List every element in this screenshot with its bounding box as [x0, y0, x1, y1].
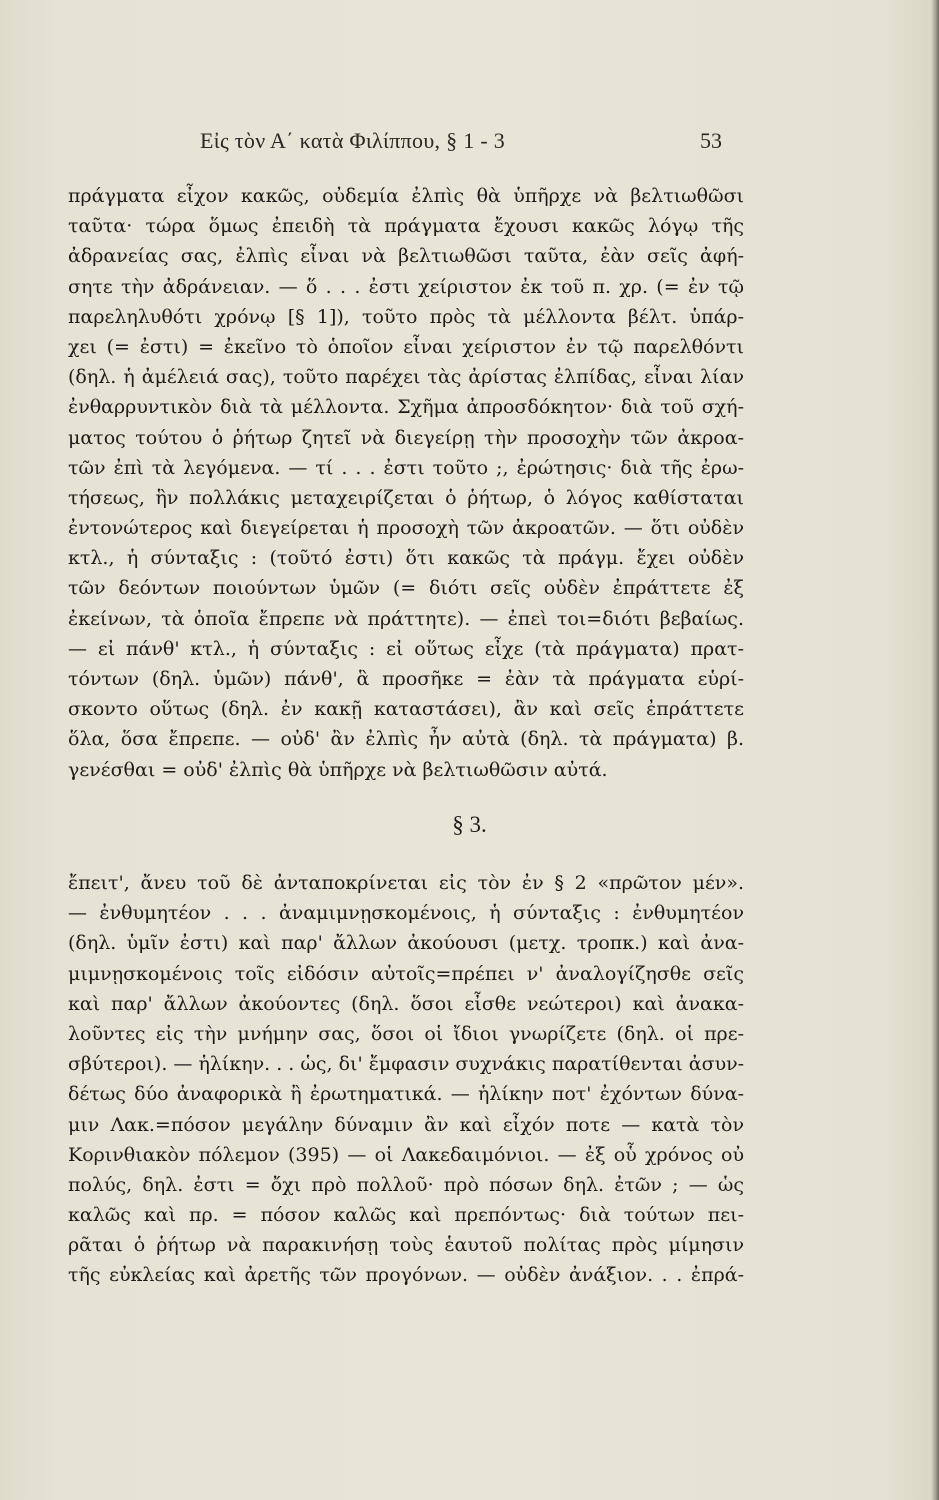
text-line: μιν Λακ.=πόσον μεγάλην δύναμιν ἂν καὶ εἶχόν ποτε — κατὰ τὸν — [68, 1113, 744, 1136]
text-line: — εἰ πάνθ' κτλ., ἡ σύνταξις : εἰ οὕτως εἶχε (τὰ πράγματα) πρατ- — [68, 637, 744, 660]
text-line: ἐκείνων, τὰ ὁποῖα ἔπρεπε νὰ πράττητε). — ἐπεὶ τοι=διότι βεβαίως. — [68, 607, 744, 630]
text-line: ὅλα, ὅσα ἔπρεπε. — οὐδ' ἂν ἐλπὶς ἦν αὐτὰ (δηλ. τὰ πράγματα) β. — [68, 728, 744, 751]
page-number: 53 — [700, 128, 722, 153]
section-heading: § 3. — [452, 812, 487, 837]
text-line: τήσεως, ἣν πολλάκις μεταχειρίζεται ὁ ῥήτωρ, ὁ λόγος καθίσταται — [68, 486, 744, 509]
text-line: ρᾶται ὁ ῥήτωρ νὰ παρακινήσῃ τοὺς ἑαυτοῦ πολίτας πρὸς μίμησιν — [68, 1234, 744, 1257]
text-line: λοῦντες εἰς τὴν μνήμην σας, ὅσοι οἱ ἴδιοι γνωρίζετε (δηλ. οἱ πρε- — [68, 1022, 744, 1045]
commentary-paragraph-2 — [68, 868, 744, 1291]
text-line: καὶ παρ' ἄλλων ἀκούοντες (δηλ. ὅσοι εἶσθε νεώτεροι) καὶ ἀνακα- — [68, 992, 744, 1015]
text-line: πράγματα εἶχον κακῶς, οὐδεμία ἐλπὶς θὰ ὑπῆρχε νὰ βελτιωθῶσι — [68, 185, 744, 207]
text-line: κτλ., ἡ σύνταξις : (τοῦτό ἐστι) ὅτι κακῶς τὰ πράγμ. ἔχει οὐδὲν — [68, 547, 744, 570]
running-title: Εἰς τὸν Α΄ κατὰ Φιλίππου, § 1 - 3 — [200, 128, 506, 153]
text-line: τῶν ἐπὶ τὰ λεγόμενα. — τί . . . ἐστι τοῦτο ;, ἐρώτησις· διὰ τῆς ἐρω- — [68, 456, 744, 479]
text-line: σητε τὴν ἀδράνειαν. — ὅ . . . ἐστι χείριστον ἐκ τοῦ π. χρ. (= ἐν τῷ — [68, 275, 744, 298]
text-line: ἔπειτ', ἄνευ τοῦ δὲ ἀνταποκρίνεται εἰς τὸν ἐν § 2 «πρῶτον μέν». — [68, 872, 744, 894]
text-line: πολύς, δηλ. ἐστι = ὄχι πρὸ πολλοῦ· πρὸ πόσων δηλ. ἐτῶν ; — ὡς — [68, 1173, 744, 1196]
text-line: δέτως δύο ἀναφορικὰ ἢ ἐρωτηματικά. — ἡλίκην ποτ' ἐχόντων δύνα- — [68, 1083, 744, 1106]
text-line: τῶν δεόντων ποιούντων ὑμῶν (= διότι σεῖς οὐδὲν ἐπράττετε ἐξ — [68, 577, 744, 600]
text-line: (δηλ. ὑμῖν ἐστι) καὶ παρ' ἄλλων ἀκούουσι (μετχ. τροπκ.) καὶ ἀνα- — [68, 932, 744, 955]
text-line: σβύτεροι). — ἡλίκην. . . ὡς, δι' ἔμφασιν συχνάκις παρατίθενται ἀσυν- — [68, 1053, 744, 1076]
page-edge-shadow — [931, 0, 939, 1500]
text-line: Κορινθιακὸν πόλεμον (395) — οἱ Λακεδαιμόνιοι. — ἐξ οὗ χρόνος οὐ — [68, 1143, 744, 1166]
text-line: καλῶς καὶ πρ. = πόσον καλῶς καὶ πρεπόντως· διὰ τούτων πει- — [68, 1204, 744, 1227]
text-line: τόντων (δηλ. ὑμῶν) πάνθ', ἃ προσῆκε = ἐὰν τὰ πράγματα εὑρί- — [68, 668, 744, 690]
text-line: ταῦτα· τώρα ὅμως ἐπειδὴ τὰ πράγματα ἔχουσι κακῶς λόγῳ τῆς — [68, 215, 744, 238]
text-line: γενέσθαι = οὐδ' ἐλπὶς θὰ ὑπῆρχε νὰ βελτιωθῶσιν αὐτά. — [68, 758, 608, 781]
text-line: παρεληλυθότι χρόνῳ [§ 1]), τοῦτο πρὸς τὰ μέλλοντα βέλτ. ὑπάρ- — [68, 305, 744, 328]
text-line: τῆς εὐκλείας καὶ ἀρετῆς τῶν προγόνων. — οὐδὲν ἀνάξιον. . . ἐπρά- — [68, 1264, 744, 1287]
text-line: — ἐνθυμητέον . . . ἀναμιμνῃσκομένοις, ἡ σύνταξις : ἐνθυμητέον — [68, 902, 744, 925]
text-line: ματος τούτου ὁ ῥήτωρ ζητεῖ νὰ διεγείρῃ τὴν προσοχὴν τῶν ἀκροα- — [68, 426, 744, 449]
commentary-paragraph-1 — [68, 181, 744, 785]
text-line: ἐντονώτερος καὶ διεγείρεται ἡ προσοχὴ τῶν ἀκροατῶν. — ὅτι οὐδὲν — [68, 517, 744, 540]
text-line: σκοντο οὕτως (δηλ. ἐν κακῇ καταστάσει), ἂν καὶ σεῖς ἐπράττετε — [68, 698, 744, 721]
text-line: (δηλ. ἡ ἀμέλειά σας), τοῦτο παρέχει τὰς ἀρίστας ἐλπίδας, εἶναι λίαν — [68, 366, 744, 389]
text-line: ἐνθαρρυντικὸν διὰ τὰ μέλλοντα. Σχῆμα ἀπροσδόκητον· διὰ τοῦ σχή- — [68, 396, 744, 419]
text-line: μιμνῃσκομένοις τοῖς εἰδόσιν αὐτοῖς=πρέπει ν' ἀναλογίζησθε σεῖς — [68, 962, 744, 985]
text-line: ἀδρανείας σας, ἐλπὶς εἶναι νὰ βελτιωθῶσι ταῦτα, ἐὰν σεῖς ἀφή- — [68, 245, 744, 268]
text-line: χει (= ἐστι) = ἐκεῖνο τὸ ὁποῖον εἶναι χείριστον ἐν τῷ παρελθόντι — [68, 335, 744, 358]
